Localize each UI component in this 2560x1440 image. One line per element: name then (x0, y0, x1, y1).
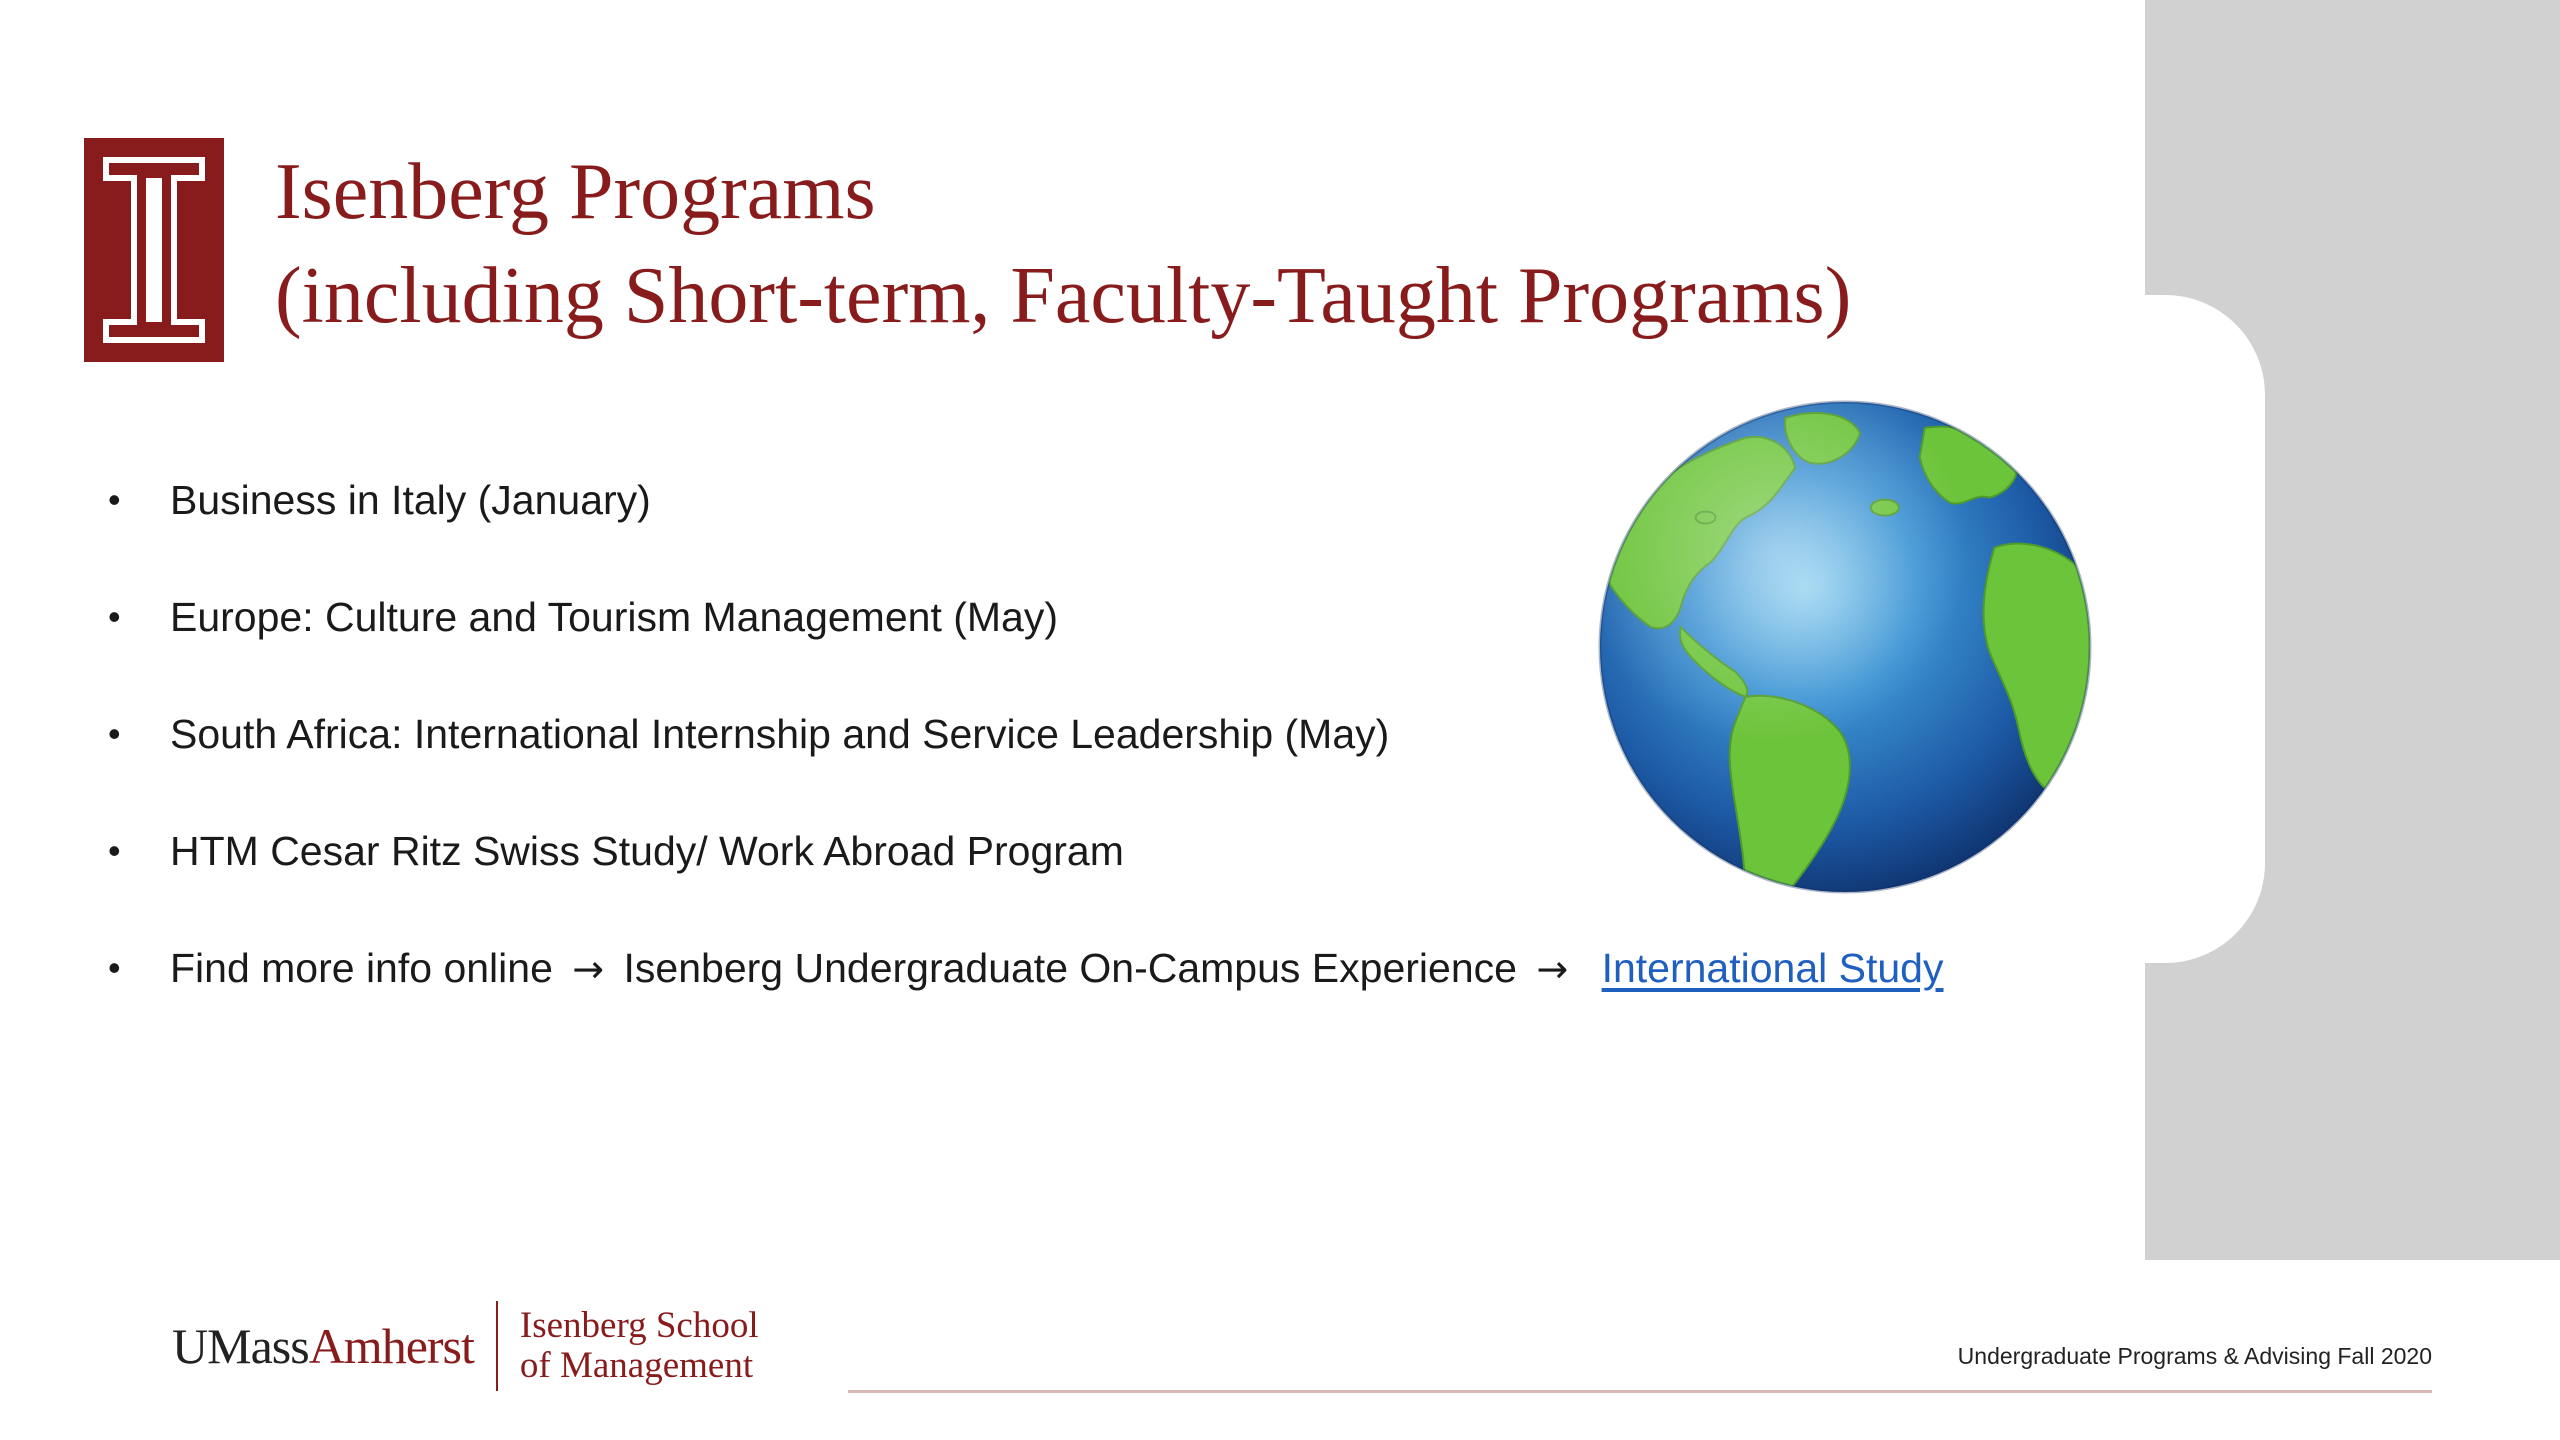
umass-wordmark (172, 1317, 474, 1375)
isenberg-logo-icon (84, 138, 224, 362)
bullet-icon: • (108, 713, 121, 754)
list-item-text: HTM Cesar Ritz Swiss Study/ Work Abroad Program (170, 828, 1124, 874)
more-info-path: Isenberg Undergraduate On-Campus Experience (623, 945, 1517, 991)
international-study-link[interactable]: International Study (1601, 945, 1944, 991)
list-item-text: Business in Italy (January) (170, 477, 651, 523)
more-info-text: Find more info online (170, 945, 553, 991)
arrow-right-icon: → (572, 947, 605, 991)
title-line-2: (including Short-term, Faculty-Taught Programs) (275, 252, 1852, 340)
title-line-1: Isenberg Programs (275, 148, 876, 236)
bullet-icon: • (108, 947, 121, 988)
isenberg-school-wordmark (520, 1306, 759, 1386)
amherst-text: Amherst (308, 1318, 474, 1374)
footer-rule (848, 1390, 2432, 1393)
side-notch (2145, 295, 2265, 963)
umass-text: UMass (172, 1318, 309, 1374)
arrow-right-icon: → (1536, 947, 1569, 991)
bullet-icon: • (108, 479, 121, 520)
bullet-icon: • (108, 830, 121, 871)
umass-isenberg-logo (172, 1300, 759, 1392)
list-item-text: South Africa: International Internship and Service Leadership (May) (170, 711, 1390, 757)
globe-icon (1596, 398, 2094, 896)
slide-title (275, 140, 2075, 348)
school-line-2: of Management (519, 1345, 754, 1386)
list-item-more-info (108, 930, 1944, 1047)
logo-divider (496, 1301, 498, 1391)
list-item-text: Europe: Culture and Tourism Management (May) (170, 594, 1058, 640)
footer-caption: Undergraduate Programs & Advising Fall 2020 (1957, 1343, 2432, 1369)
bullet-icon: • (108, 596, 121, 637)
school-line-1: Isenberg School (519, 1305, 759, 1346)
